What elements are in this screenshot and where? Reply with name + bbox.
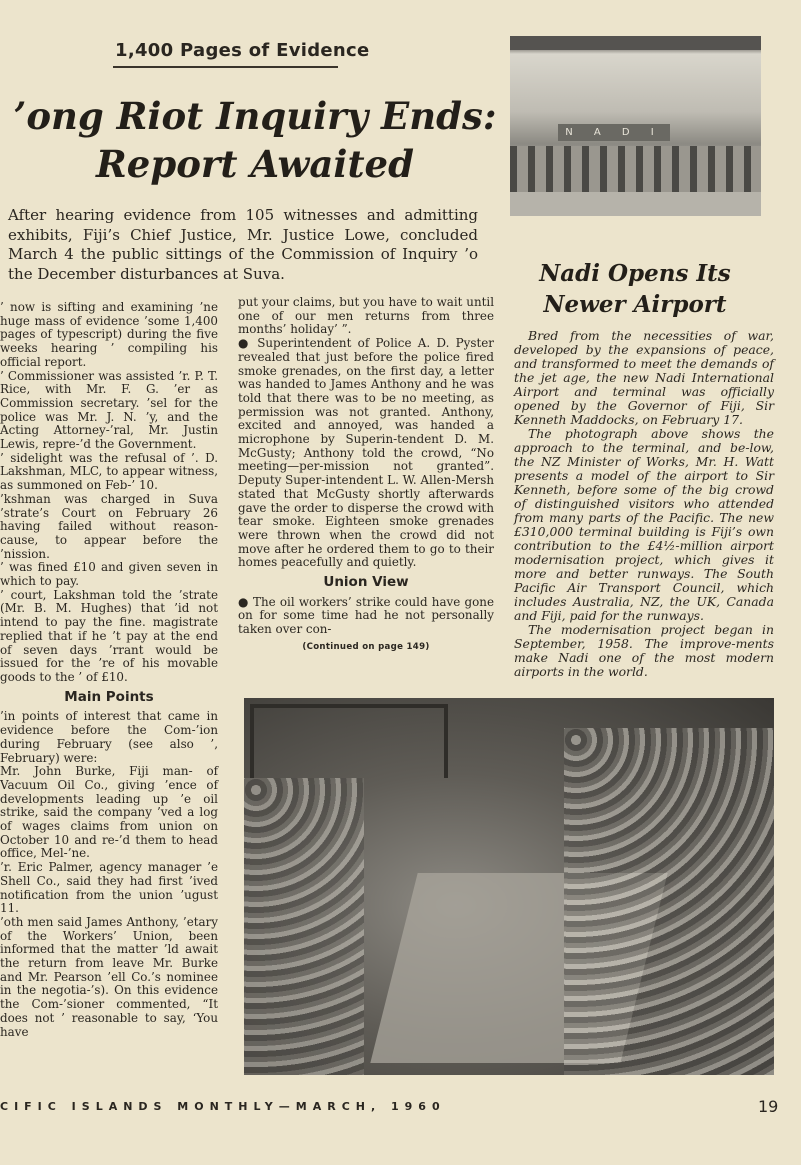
footer-masthead: CIFIC ISLANDS MONTHLY—MARCH, 1960 bbox=[0, 1100, 446, 1113]
paragraph: ’ was fined £10 and given seven in which to pay. bbox=[0, 560, 218, 589]
terminal-forecourt bbox=[510, 192, 761, 216]
subhead-main-points: Main Points bbox=[64, 688, 154, 705]
paragraph: The modernisation project began in September, 1958. The improve-ments make Nadi one of the most modern airports in the world. bbox=[514, 622, 774, 679]
nadi-headline bbox=[512, 258, 758, 320]
window-frame bbox=[250, 704, 448, 778]
paragraph: ’kshman was charged in Suva ’strate’s Court on February 26 having failed without reason- cause, to appear before the ’nission. bbox=[0, 491, 218, 561]
nadi-article-body bbox=[514, 329, 774, 679]
paragraph: Bred from the necessities of war, developed by the expansions of peace, and transformed to meet the demands of the jet age, the new Nadi International Airport and terminal was officially opened by the Governor of Fiji, Sir Kenneth Maddocks, on February 17. bbox=[514, 328, 774, 427]
nadi-headline-line-1: Nadi Opens Its bbox=[539, 260, 731, 287]
article-column-2 bbox=[238, 296, 494, 655]
paragraph: ’r. Eric Palmer, agency manager ’e Shell Co., said they had first ’ived notification from the union ’ugust 11. bbox=[0, 860, 218, 916]
headline-line-1: ’ong Riot Inquiry Ends: bbox=[13, 94, 497, 138]
terminal-sign-text: N A D I bbox=[565, 127, 663, 138]
paragraph: ● The oil workers’ strike could have gone on for some time had he not personally taken over con- bbox=[238, 594, 494, 637]
paragraph: ’ court, Lakshman told the ’strate (Mr. B. M. Hughes) that ’id not intend to pay the fine. magistrate replied that if he ’t pay at the end of seven days ’rrant would be issued for the ’re of his movable goods to the ’ of £10. bbox=[0, 587, 218, 684]
nadi-headline-line-2: Newer Airport bbox=[543, 291, 727, 318]
paragraph: put your claims, but you have to wait until one of our men returns from three months’ holiday’ ”. bbox=[238, 295, 494, 337]
terminal-facade bbox=[510, 146, 761, 192]
crowd-left bbox=[244, 778, 364, 1075]
kicker-heading: 1,400 Pages of Evidence bbox=[115, 40, 370, 61]
ceremony-crowd-photo bbox=[244, 698, 774, 1075]
paragraph: ’oth men said James Anthony, ’etary of the Workers’ Union, been informed that the matter ’ld await the return from leave Mr. Burke and Mr. Pearson ’ell Co.’s nominee in the negotia-’s). On this evidence the Com-’sioner commented, “It does not ’ reasonable to say, ‘You have bbox=[0, 914, 218, 1039]
continued-note: (Continued on page 149) bbox=[302, 641, 430, 652]
headline-line-2: Report Awaited bbox=[96, 142, 414, 186]
airport-terminal-photo bbox=[510, 36, 761, 216]
kicker-underline bbox=[113, 66, 338, 68]
terminal-sign bbox=[558, 124, 670, 141]
article-column-1 bbox=[0, 301, 218, 1039]
paragraph: ’ sidelight was the refusal of ’. D. Lakshman, MLC, to appear witness, as summoned on Feb-’ 10. bbox=[0, 450, 218, 493]
paragraph: ’ Commissioner was assisted ’r. P. T. Rice, with Mr. F. G. ’er as Commission secretary. ’sel for the police was Mr. J. N. ’y, and the Acting Attorney-’ral, Mr. Justin Lewis, repre-’d the Government. bbox=[0, 368, 218, 452]
standfirst: After hearing evidence from 105 witnesses and admitting exhibits, Fiji’s Chief Justice, Mr. Justice Lowe, concluded March 4 the public sittings of the Commission of Inquiry ’o the December disturbances at Suva. bbox=[8, 206, 478, 283]
page-number: 19 bbox=[758, 1097, 779, 1116]
paragraph: ’ now is sifting and examining ’ne huge mass of evidence ’some 1,400 pages of typescript) during the five weeks hearing ’ compiling his official report. bbox=[0, 300, 218, 369]
photo-top-strip bbox=[510, 36, 761, 50]
paragraph: ’in points of interest that came in evidence before the Com-’ion during February (see also ’, February) were: bbox=[0, 709, 218, 765]
paragraph: Mr. John Burke, Fiji man- of Vacuum Oil Co., giving ’ence of developments leading up ’e oil strike, said the company ’ved a log of wages claims from union on October 10 and re-’d them to head office, Mel-’ne. bbox=[0, 764, 218, 861]
paragraph: The photograph above shows the approach to the terminal, and be-low, the NZ Minister of Works, Mr. H. Watt presents a model of the airport to Sir Kenneth, before some of the big crowd of distinguished visitors who attended from many parts of the Pacific. The new £310,000 terminal building is Fiji’s own contribution to the £4½-million airport modernisation project, which gives it more and better runways. The South Pacific Air Transport Council, which includes Australia, NZ, the UK, Canada and Fiji, paid for the runways. bbox=[514, 426, 774, 623]
subhead-union-view: Union View bbox=[323, 574, 409, 591]
main-headline bbox=[0, 92, 510, 188]
paragraph: ● Superintendent of Police A. D. Pyster revealed that just before the police fired smoke grenades, on the first day, a letter was handed to James Anthony and he was told that there was to be no meeting, as permission was not granted. Anthony, excited and annoyed, was handed a microphone by Superin-tendent D. M. McGusty; Anthony told the crowd, “No meeting—per-mission not granted”. Deputy Super-intendent L. W. Allen-Mersh stated that McGusty shortly afterwards gave the order to disperse the crowd with tear smoke. Eighteen smoke grenades were thrown when the crowd did not move after he ordered them to go to their homes peacefully and quietly. bbox=[238, 336, 494, 570]
crowd-right bbox=[564, 728, 774, 1075]
